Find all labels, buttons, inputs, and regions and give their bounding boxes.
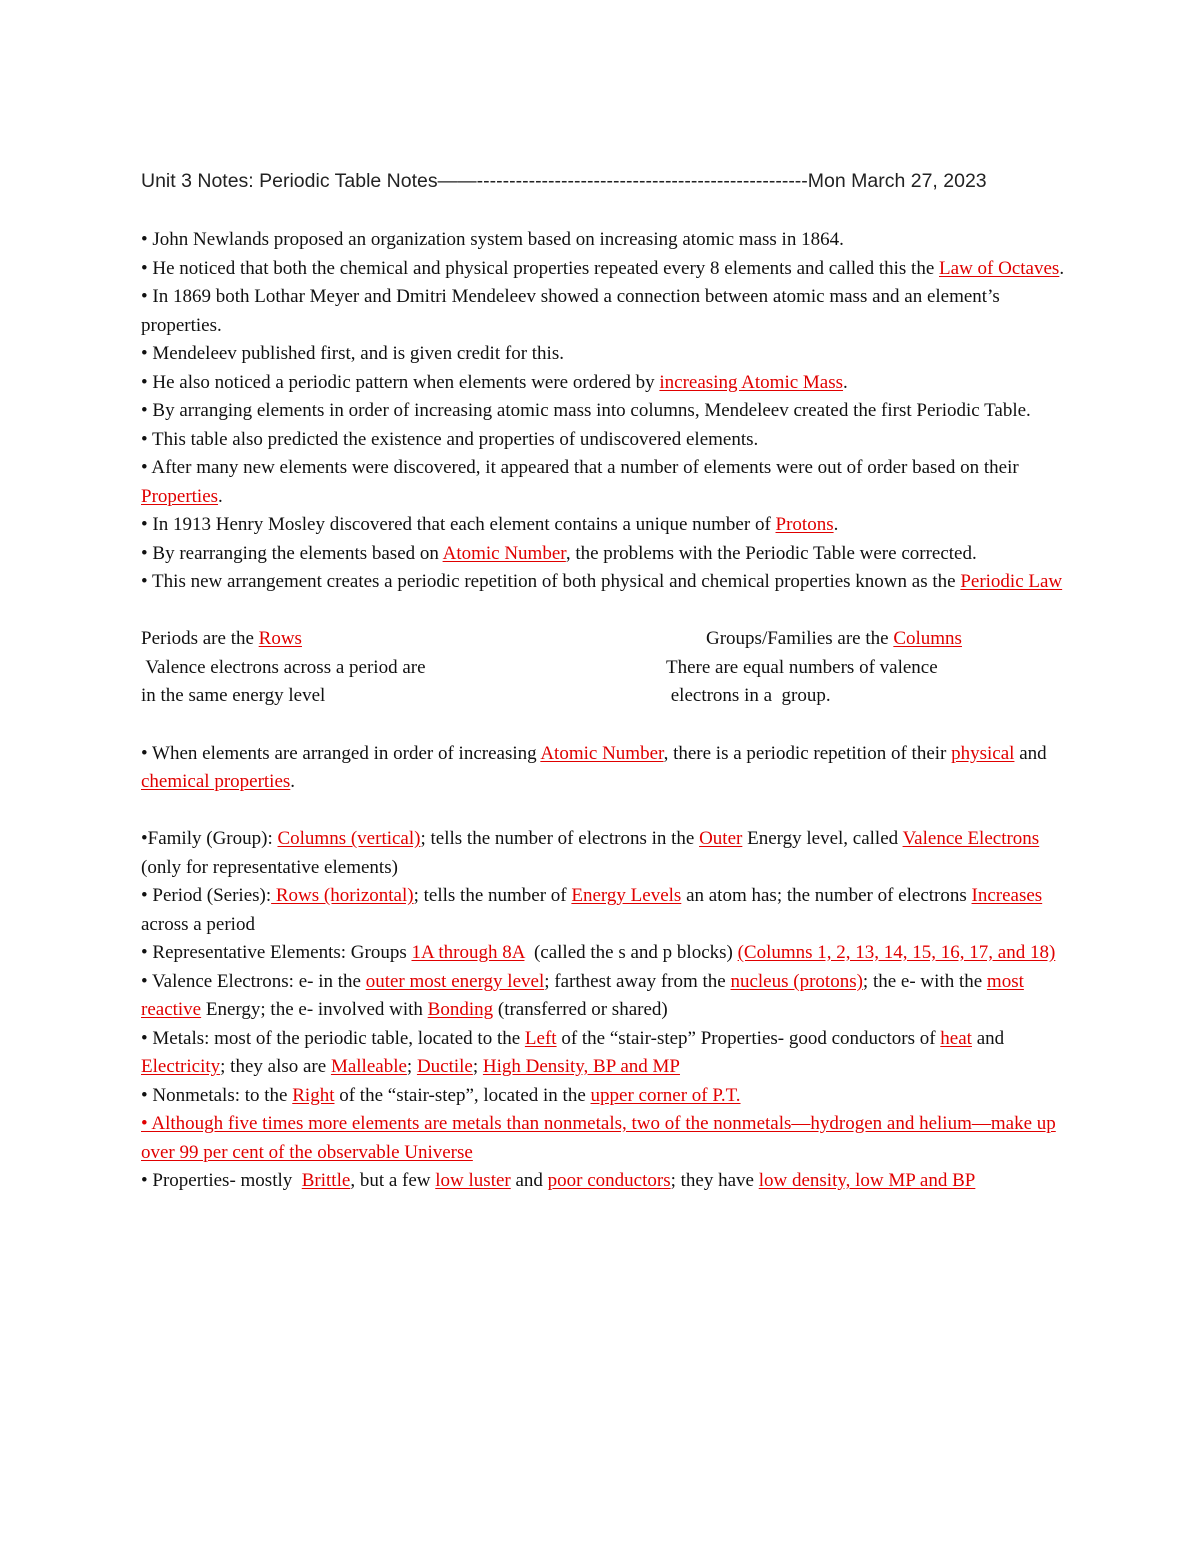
note-out-of-order — [141, 454, 1066, 511]
answer-nucleus-protons: nucleus (protons) — [730, 970, 863, 992]
text: across a period — [141, 913, 255, 935]
answer-increases: Increases — [971, 885, 1043, 906]
text: • By arranging elements in order of increasing atomic mass into columns, Mendeleev created the first Periodic Table. — [141, 400, 1031, 421]
text: . — [218, 485, 223, 507]
text: and — [510, 1170, 548, 1191]
answer-valence-electrons: Valence Electrons — [902, 828, 1040, 849]
text: •Family (Group): — [141, 828, 278, 849]
answer-universe-fact: • Although five times more elements are metals than nonmetals, two of the nonmetals—hydrogen and helium—make up over 99 per cent of the observable Universe — [141, 1113, 1056, 1163]
text: • Valence Electrons: e- in the — [141, 970, 366, 992]
text: (only for representative elements) — [141, 856, 398, 878]
answer-right: Right — [292, 1084, 335, 1106]
spacer — [141, 711, 1066, 740]
note-periodic-pattern — [141, 369, 1066, 398]
answer-columns: Columns — [893, 628, 962, 649]
answer-atomic-number: Atomic Number — [442, 542, 566, 564]
answer-rows: Rows — [258, 628, 302, 649]
text: , there is a periodic repetition of their — [663, 742, 952, 764]
spacer — [141, 597, 1066, 626]
text: Groups/Families are the — [706, 628, 894, 649]
answer-ductile: Ductile — [416, 1056, 473, 1077]
answer-outer-most-energy-level: outer most energy level — [365, 970, 545, 992]
groups-column — [666, 625, 1066, 711]
answer-malleable: Malleable — [330, 1056, 407, 1077]
text: Energy; the e- involved with — [201, 999, 428, 1020]
answer-1a-through-8a: 1A through 8A — [411, 942, 525, 963]
text: and — [971, 1027, 1005, 1049]
text: . — [833, 514, 839, 535]
note-nonmetals-universe — [141, 1110, 1066, 1167]
text: . — [1059, 257, 1065, 279]
note-meyer-mendeleev — [141, 283, 1066, 340]
groups-heading — [666, 625, 1066, 654]
note-periodic-repetition — [141, 740, 1066, 797]
answer-upper-corner: upper corner of P.T. — [590, 1084, 741, 1106]
text: • When elements are arranged in order of increasing — [141, 742, 541, 764]
text: • He noticed that both the chemical and physical properties repeated every 8 elements and called this the — [141, 257, 935, 279]
answer-brittle: Brittle — [301, 1170, 351, 1191]
answer-atomic-number-2: Atomic Number — [540, 742, 664, 764]
text: • In 1913 Henry Mosley discovered that each element contains a unique number of — [141, 514, 776, 535]
note-predicted-elements — [141, 426, 1066, 455]
text: ; farthest away from the — [544, 970, 731, 992]
periods-heading — [141, 625, 641, 654]
text: • Mendeleev published first, and is given credit for this. — [141, 343, 564, 364]
answer-bonding: Bonding — [427, 999, 494, 1020]
note-valence-electrons — [141, 968, 1066, 1025]
note-nonmetal-properties — [141, 1167, 1066, 1196]
text: • Properties- mostly — [141, 1170, 302, 1191]
notes-body — [141, 226, 1066, 1196]
text: , the problems with the Periodic Table were corrected. — [565, 542, 977, 564]
answer-left: Left — [524, 1027, 557, 1049]
text: • After many new elements were discovered, it appeared that a number of elements were out of order based on their — [141, 457, 1019, 478]
document-title: Unit 3 Notes: Periodic Table Notes——---------------------------------------------------Mon March 27, 2023 — [141, 170, 987, 192]
note-mosley — [141, 511, 1066, 540]
answer-electricity: Electricity — [141, 1056, 221, 1077]
text: • Period (Series): — [141, 885, 272, 906]
text: ; — [406, 1056, 417, 1077]
text: ; tells the number of electrons in the — [420, 828, 700, 849]
answer-columns-vertical: Columns (vertical) — [277, 828, 421, 849]
periods-groups-columns — [141, 625, 1066, 711]
text: ; they also are — [220, 1056, 331, 1077]
note-mendeleev-credit — [141, 340, 1066, 369]
note-octaves — [141, 255, 1066, 284]
groups-line-2: There are equal numbers of valence — [666, 656, 938, 678]
note-representative-elements — [141, 939, 1066, 968]
spacer — [141, 797, 1066, 826]
text: , but a few — [350, 1170, 436, 1191]
text: ; the e- with the — [862, 970, 987, 992]
answer-poor-conductors: poor conductors — [547, 1170, 671, 1191]
text: an atom has; the number of electrons — [681, 885, 972, 906]
answer-rows-horizontal: Rows (horizontal) — [271, 885, 414, 906]
text: . — [290, 771, 296, 792]
text: • Nonmetals: to the — [141, 1084, 293, 1106]
note-period-series — [141, 882, 1066, 939]
answer-increasing-atomic-mass: increasing Atomic Mass — [659, 371, 844, 393]
answer-properties: Properties — [141, 485, 219, 507]
answer-most-reactive: most reactive — [141, 970, 1024, 1020]
periods-column — [141, 625, 641, 711]
text: • This table also predicted the existence and properties of undiscovered elements. — [141, 428, 759, 450]
text: Energy level, called — [742, 828, 903, 849]
periods-line-3: in the same energy level — [141, 685, 326, 706]
answer-outer: Outer — [699, 828, 743, 849]
note-nonmetals — [141, 1082, 1066, 1111]
note-family-group — [141, 825, 1066, 882]
text: • John Newlands proposed an organization system based on increasing atomic mass in 1864. — [141, 229, 844, 250]
text: of the “stair-step” Properties- good conductors of — [556, 1027, 941, 1049]
answer-physical: physical — [951, 742, 1015, 764]
answer-chemical-properties: chemical properties — [141, 771, 291, 792]
text: . — [843, 371, 848, 393]
periods-line-2: Valence electrons across a period are — [141, 656, 426, 678]
text: • This new arrangement creates a periodic repetition of both physical and chemical properties known as the — [141, 571, 961, 592]
answer-low-luster: low luster — [435, 1170, 511, 1191]
text: ; they have — [670, 1170, 759, 1191]
text: ; — [472, 1056, 483, 1077]
text: • Metals: most of the periodic table, located to the — [141, 1027, 525, 1049]
answer-heat: heat — [940, 1027, 972, 1049]
answer-energy-levels: Energy Levels — [571, 885, 682, 906]
note-first-periodic-table — [141, 397, 1066, 426]
text: • Representative Elements: Groups — [141, 942, 412, 963]
note-periodic-law — [141, 568, 1066, 597]
answer-high-density: High Density, BP and MP — [482, 1056, 680, 1077]
answer-columns-list: (Columns 1, 2, 13, 14, 15, 16, 17, and 18) — [737, 942, 1056, 963]
answer-low-density: low density, low MP and BP — [758, 1170, 976, 1191]
text: and — [1014, 742, 1047, 764]
text: • By rearranging the elements based on — [141, 542, 443, 564]
text: (transferred or shared) — [493, 999, 668, 1020]
text: Periods are the — [141, 628, 259, 649]
answer-law-of-octaves: Law of Octaves — [939, 257, 1060, 279]
answer-periodic-law: Periodic Law — [960, 571, 1063, 592]
text: of the “stair-step”, located in the — [334, 1084, 591, 1106]
text: ; tells the number of — [413, 885, 572, 906]
text: • He also noticed a periodic pattern when elements were ordered by — [141, 371, 660, 393]
note-atomic-number — [141, 540, 1066, 569]
groups-line-3: electrons in a group. — [666, 685, 831, 706]
note-newlands — [141, 226, 1066, 255]
text: (called the s and p blocks) — [524, 942, 738, 963]
text: • In 1869 both Lothar Meyer and Dmitri Mendeleev showed a connection between atomic mass and an element’s properties. — [141, 286, 1000, 336]
answer-protons: Protons — [775, 514, 834, 535]
note-metals — [141, 1025, 1066, 1082]
